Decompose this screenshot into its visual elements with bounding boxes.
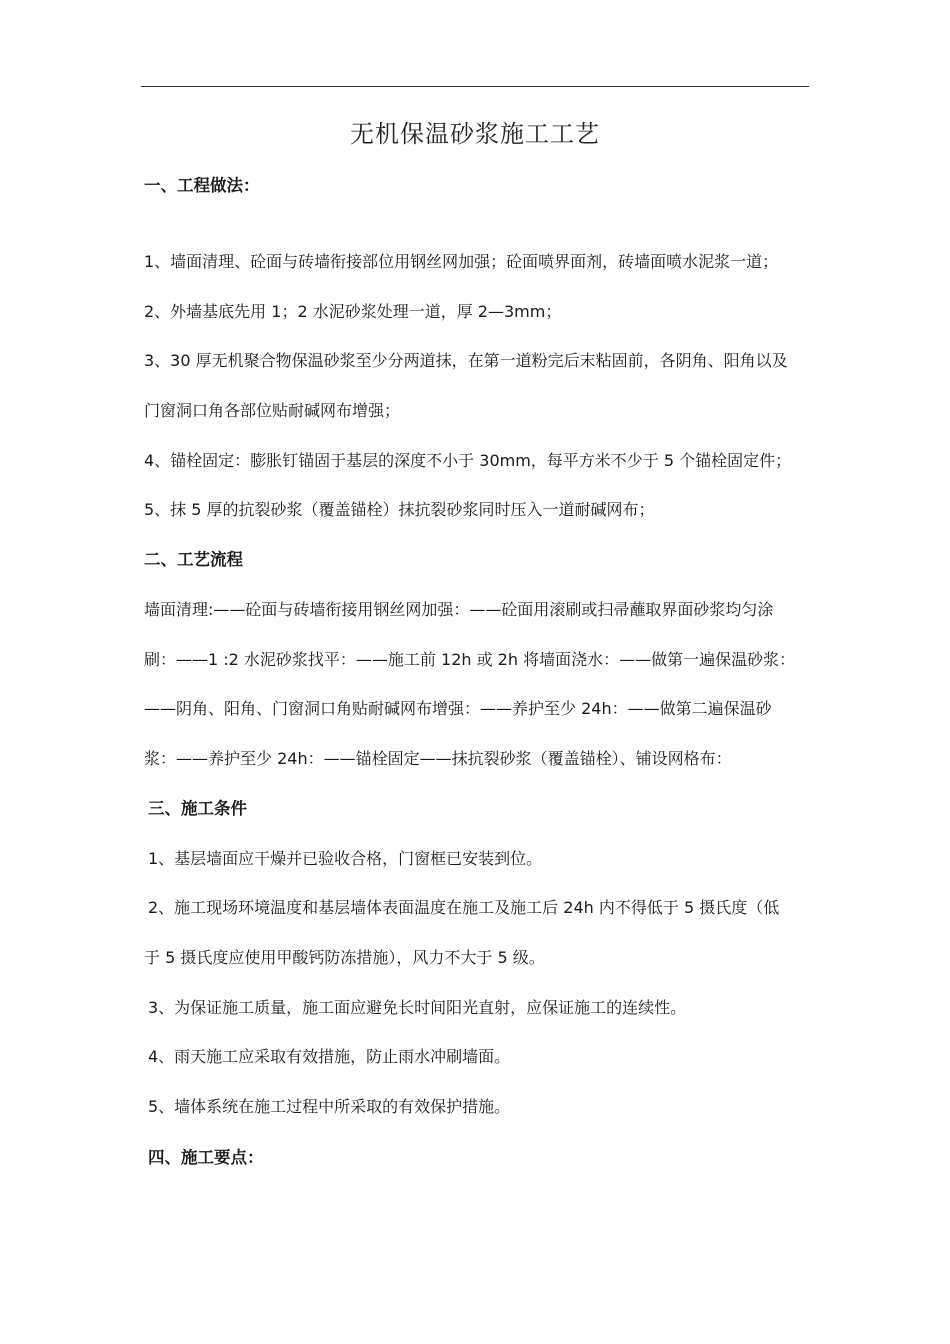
- document-title: 无机保温砂浆施工工艺: [350, 120, 600, 148]
- paragraph-line: 墙面清理:——砼面与砖墙衔接用钢丝网加强：——砼面用滚刷或扫帚蘸取界面砂浆均匀涂: [144, 600, 774, 619]
- paragraph-line: 1、基层墙面应干燥并已验收合格，门窗框已安装到位。: [148, 849, 543, 868]
- paragraph-line: 3、为保证施工质量，施工面应避免长时间阳光直射，应保证施工的连续性。: [148, 998, 687, 1017]
- section-heading-4: 四、施工要点：: [148, 1148, 264, 1167]
- paragraph-line: 1、墙面清理、砼面与砖墙衔接部位用钢丝网加强；砼面喷界面剂，砖墙面喷水泥浆一道；: [144, 252, 779, 271]
- paragraph-line: 刷：——1 :2 水泥砂浆找平：——施工前 12h 或 2h 将墙面浇水：——做第一遍保温砂浆：: [144, 650, 796, 669]
- paragraph-line: 于 5 摄氏度应使用甲酸钙防冻措施），风力不大于 5 级。: [144, 948, 545, 967]
- paragraph-line: 2、外墙基底先用 1；2 水泥砂浆处理一道，厚 2—3mm；: [144, 302, 562, 321]
- paragraph-line: ——阴角、阳角、门窗洞口角贴耐碱网布增强：——养护至少 24h：——做第二遍保温砂: [144, 699, 772, 718]
- paragraph-line: 2、施工现场环境温度和基层墙体表面温度在施工及施工后 24h 内不得低于 5 摄氏度（低: [148, 898, 780, 917]
- paragraph-line: 5、墙体系统在施工过程中所采取的有效保护措施。: [148, 1097, 511, 1116]
- section-heading-1: 一、工程做法：: [144, 176, 260, 195]
- header-rule: [141, 86, 809, 87]
- paragraph-line: 3、30 厚无机聚合物保温砂浆至少分两道抹，在第一道粉完后末粘固前，各阴角、阳角以及: [144, 351, 788, 370]
- paragraph-line: 4、雨天施工应采取有效措施，防止雨水冲刷墙面。: [148, 1047, 511, 1066]
- paragraph-line: 4、锚栓固定：膨胀钉锚固于基层的深度不小于 30mm，每平方米不少于 5 个锚栓固定件；: [144, 451, 792, 470]
- paragraph-line: 5、抹 5 厚的抗裂砂浆（覆盖锚栓）抹抗裂砂浆同时压入一道耐碱网布；: [144, 500, 655, 519]
- section-heading-3: 三、施工条件: [148, 799, 247, 818]
- section-heading-2: 二、工艺流程: [144, 550, 243, 569]
- paragraph-line: 浆：——养护至少 24h：——锚栓固定——抹抗裂砂浆（覆盖锚栓）、铺设网格布：: [144, 749, 732, 768]
- paragraph-line: 门窗洞口角各部位贴耐碱网布增强；: [144, 401, 401, 420]
